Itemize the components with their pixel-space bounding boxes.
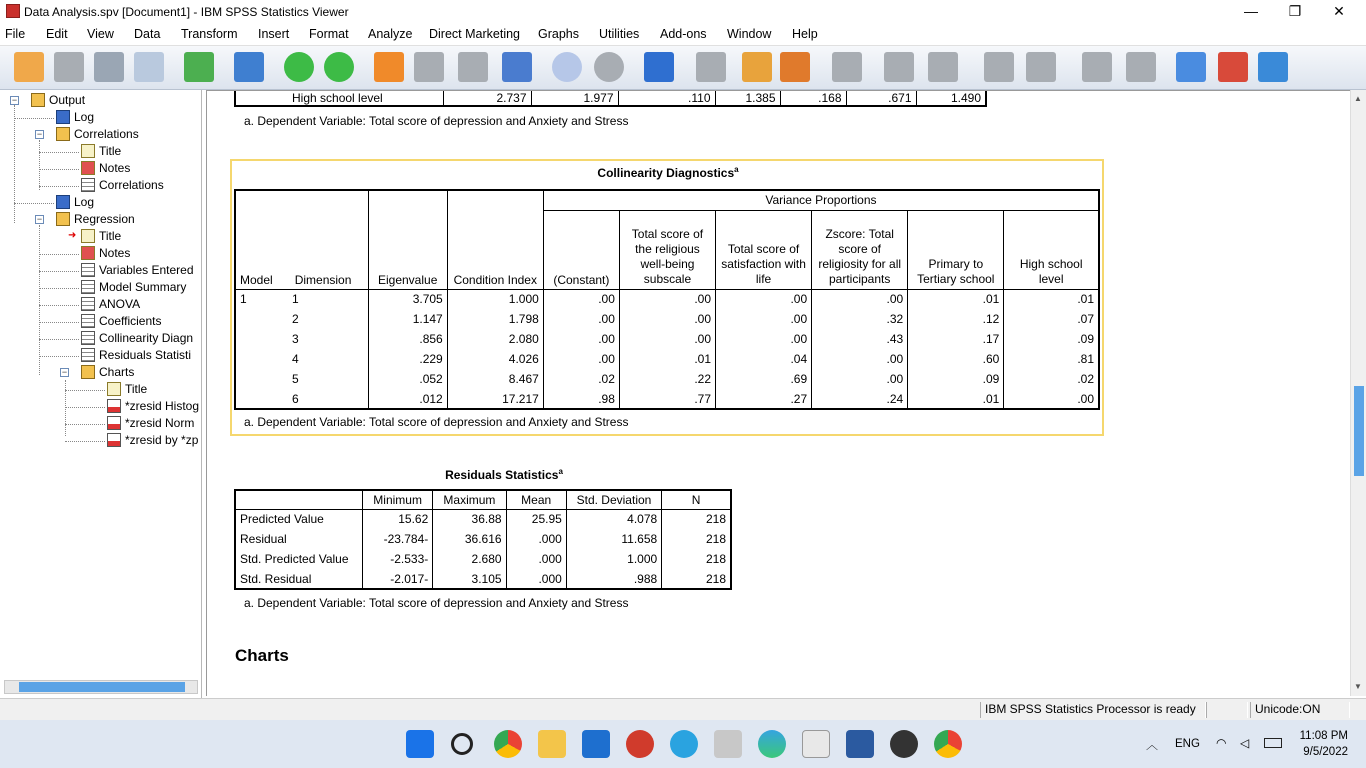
tree-coefficients[interactable]: Coefficients <box>81 313 201 330</box>
table-cell: .01 <box>908 289 1004 309</box>
collinearity-footnote: a. Dependent Variable: Total score of depression and Anxiety and Stress <box>244 415 629 429</box>
table-cell: .12 <box>908 309 1004 329</box>
tree-variables-entered[interactable]: Variables Entered <box>81 262 201 279</box>
menu-file[interactable]: File <box>5 27 26 41</box>
tree-correlations-group[interactable]: Correlations <box>56 126 201 143</box>
table-icon <box>81 314 95 328</box>
table-cell: .60 <box>908 349 1004 369</box>
menu-help[interactable]: Help <box>792 27 818 41</box>
table-cell: .69 <box>716 369 812 389</box>
table-cell: 17.217 <box>447 389 543 409</box>
goto-variable-icon[interactable] <box>458 52 488 82</box>
table-cell: 2.080 <box>447 329 543 349</box>
spss-taskbar-icon[interactable] <box>846 730 874 758</box>
table-cell: .012 <box>368 389 447 409</box>
table-cell: .00 <box>619 309 715 329</box>
collapse-charts[interactable]: − <box>61 367 68 377</box>
table-icon <box>81 178 95 192</box>
search-icon[interactable] <box>451 733 473 755</box>
table-cell: .07 <box>1004 309 1099 329</box>
header-n: N <box>662 490 731 509</box>
wifi-icon[interactable]: ◠ <box>1216 736 1227 750</box>
table-cell: 1.147 <box>368 309 447 329</box>
taskbar <box>0 720 1366 768</box>
telegram-icon[interactable] <box>670 730 698 758</box>
show-all-icon[interactable] <box>832 52 862 82</box>
table-cell: .22 <box>619 369 715 389</box>
book-icon <box>56 212 70 226</box>
notes-icon <box>81 246 95 260</box>
menu-transform[interactable]: Transform <box>181 27 238 41</box>
table-cell: 218 <box>662 529 731 549</box>
table-cell: 4.026 <box>447 349 543 369</box>
residuals-body <box>235 509 731 589</box>
table-icon <box>81 263 95 277</box>
table-cell: -2.017- <box>363 569 433 589</box>
table-cell: 15.62 <box>363 509 433 529</box>
media-player-icon[interactable] <box>890 730 918 758</box>
header-high-school: High school level <box>1004 210 1099 289</box>
export-icon[interactable] <box>184 52 214 82</box>
model-dimension-cell: 5 <box>292 372 299 386</box>
table-cell: .27 <box>716 389 812 409</box>
row-label: Predicted Value <box>240 512 324 527</box>
zoom-icon[interactable] <box>1082 52 1112 82</box>
snipping-tool-icon[interactable] <box>802 730 830 758</box>
table-cell: 2.737 <box>443 90 531 106</box>
tree-scroll-thumb[interactable] <box>19 682 185 692</box>
table-row <box>235 549 731 569</box>
table-cell: .00 <box>716 329 812 349</box>
book-icon <box>31 93 45 107</box>
menu-edit[interactable]: Edit <box>46 27 68 41</box>
arrow-right-icon[interactable] <box>928 52 958 82</box>
tree-log-2[interactable]: Log <box>56 194 201 211</box>
chrome-profile-icon[interactable] <box>934 730 962 758</box>
table-cell: .000 <box>506 569 566 589</box>
collinearity-body <box>235 289 1099 409</box>
header-primary-tertiary: Primary to Tertiary school <box>908 210 1004 289</box>
table-row <box>235 289 1099 309</box>
table-cell: .00 <box>812 369 908 389</box>
table-cell: 25.95 <box>506 509 566 529</box>
table-cell: 1.977 <box>531 90 618 106</box>
app-icon[interactable] <box>714 730 742 758</box>
table-cell: 3.105 <box>433 569 506 589</box>
coefficients-footnote: a. Dependent Variable: Total score of depression and Anxiety and Stress <box>244 114 629 128</box>
title-icon <box>81 144 95 158</box>
file-explorer-icon[interactable] <box>538 730 566 758</box>
table-cell: .988 <box>566 569 661 589</box>
menu-view[interactable]: View <box>87 27 114 41</box>
model-dimension-cell: 6 <box>292 391 299 406</box>
redo-icon[interactable] <box>324 52 354 82</box>
table-cell: .110 <box>618 90 715 106</box>
table-cell: .43 <box>812 329 908 349</box>
table-cell: .81 <box>1004 349 1099 369</box>
residuals-table[interactable] <box>234 489 732 590</box>
table-cell: .02 <box>543 369 619 389</box>
table-cell: .000 <box>506 529 566 549</box>
residuals-footnote: a. Dependent Variable: Total score of depression and Anxiety and Stress <box>244 596 629 610</box>
table-cell: .00 <box>812 289 908 309</box>
tree-normal-plot[interactable]: *zresid Norm <box>107 415 201 432</box>
goto-case-icon[interactable] <box>414 52 444 82</box>
table-cell: 36.616 <box>433 529 506 549</box>
table-row <box>235 309 1099 329</box>
table-cell: .09 <box>908 369 1004 389</box>
tree-collinearity[interactable]: Collinearity Diagn <box>81 330 201 347</box>
table-cell: 36.88 <box>433 509 506 529</box>
table-cell: .98 <box>543 389 619 409</box>
table-cell: .00 <box>1004 389 1099 409</box>
tree-anova[interactable]: ANOVA <box>81 296 201 313</box>
table-cell: .02 <box>1004 369 1099 389</box>
menu-add-ons[interactable]: Add-ons <box>660 27 707 41</box>
table-cell: -23.784- <box>363 529 433 549</box>
table-cell: .09 <box>1004 329 1099 349</box>
model-dimension-cell: 2 <box>292 312 299 326</box>
log-icon <box>56 110 70 124</box>
table-cell: .00 <box>812 349 908 369</box>
table-cell: .01 <box>619 349 715 369</box>
menu-insert[interactable]: Insert <box>258 27 290 41</box>
table-icon <box>81 280 95 294</box>
tree-histogram[interactable]: *zresid Histog <box>107 398 201 415</box>
clock-time: 11:08 PM <box>1299 730 1348 742</box>
windows-start-icon[interactable] <box>406 730 434 758</box>
table-cell: 1.798 <box>447 309 543 329</box>
table-cell: 1.000 <box>447 289 543 309</box>
value-labels-icon[interactable] <box>696 52 726 82</box>
table-row <box>235 329 1099 349</box>
minus-icon[interactable] <box>1026 52 1056 82</box>
processor-status: IBM SPSS Statistics Processor is ready <box>980 702 1206 718</box>
chart-icon <box>107 416 121 430</box>
tree-residuals[interactable]: Residuals Statisti <box>81 347 201 364</box>
notes-icon <box>81 161 95 175</box>
model-dimension-cell: 1 1 <box>240 292 299 307</box>
scroll-down-icon[interactable]: ▼ <box>1354 682 1362 691</box>
tray-chevron-icon[interactable]: ︿ <box>1146 738 1159 752</box>
menu-format[interactable]: Format <box>309 27 349 41</box>
variables-icon[interactable] <box>502 52 532 82</box>
run-script-icon[interactable] <box>780 52 810 82</box>
chart-icon <box>107 433 121 447</box>
table-cell: .00 <box>716 289 812 309</box>
table-cell: .04 <box>716 349 812 369</box>
recall-dialog-icon[interactable] <box>234 52 264 82</box>
row-label: Std. Residual <box>240 571 312 586</box>
plus-icon[interactable] <box>984 52 1014 82</box>
table-cell: .24 <box>812 389 908 409</box>
clock-date: 9/5/2022 <box>1303 746 1348 758</box>
table-cell: .052 <box>368 369 447 389</box>
header-mean: Mean <box>506 490 566 509</box>
table-row <box>235 369 1099 389</box>
title-bar <box>0 0 1366 24</box>
goto-data-icon[interactable] <box>374 52 404 82</box>
tree-regression[interactable]: Regression <box>56 211 201 228</box>
table-cell: .00 <box>543 349 619 369</box>
split-file-icon[interactable] <box>552 52 582 82</box>
save-icon[interactable] <box>54 52 84 82</box>
tree-charts[interactable]: Charts <box>81 364 201 381</box>
row-label: High school level <box>292 90 383 105</box>
tree-reg-title[interactable]: Title <box>81 228 201 245</box>
table-cell: .00 <box>543 289 619 309</box>
title-icon <box>81 229 95 243</box>
tree-title[interactable]: Title <box>81 143 201 160</box>
table-icon <box>81 348 95 362</box>
content-scroll-thumb[interactable] <box>1354 386 1364 476</box>
header-religious-wellbeing: Total score of the religious well-being subscale <box>619 210 715 289</box>
table-row <box>235 349 1099 369</box>
table-cell: 8.467 <box>447 369 543 389</box>
volume-icon[interactable]: ◁ <box>1240 736 1250 750</box>
open-folder-icon[interactable] <box>14 52 44 82</box>
window-title: Data Analysis.spv [Document1] - IBM SPSS Statistics Viewer <box>24 5 349 19</box>
collapse-output[interactable]: − <box>11 95 18 105</box>
close-button[interactable]: ✕ <box>1333 3 1345 19</box>
table-cell: .01 <box>1004 289 1099 309</box>
header-std-deviation: Std. Deviation <box>566 490 661 509</box>
hide-icon[interactable] <box>1126 52 1156 82</box>
header-model-dimension: Model Dimension <box>235 190 368 289</box>
content-vertical-scrollbar[interactable] <box>1350 90 1366 696</box>
chart-icon <box>107 399 121 413</box>
menu-utilities[interactable]: Utilities <box>599 27 640 41</box>
table-cell: 4.078 <box>566 509 661 529</box>
header-minimum: Minimum <box>363 490 433 509</box>
tray-clock[interactable] <box>1300 728 1348 760</box>
table-cell: 1.000 <box>566 549 661 569</box>
tree-correlations-table[interactable]: Correlations <box>81 177 201 194</box>
battery-icon[interactable] <box>1264 738 1282 748</box>
table-row <box>235 509 731 529</box>
table-cell: .671 <box>846 90 916 106</box>
table-row <box>235 569 731 589</box>
scroll-up-icon[interactable]: ▲ <box>1354 94 1362 103</box>
outline-tree <box>0 90 202 698</box>
table-icon <box>81 297 95 311</box>
table-cell: 2.680 <box>433 549 506 569</box>
table-cell: .00 <box>543 309 619 329</box>
header-constant: (Constant) <box>543 210 619 289</box>
table-cell: 218 <box>662 509 731 529</box>
output-content <box>206 90 1350 696</box>
unicode-status: Unicode:ON <box>1250 702 1350 718</box>
table-cell: 11.658 <box>566 529 661 549</box>
table-cell: .229 <box>368 349 447 369</box>
insert-title-icon[interactable] <box>1218 52 1248 82</box>
table-cell: .32 <box>812 309 908 329</box>
current-item-arrow-icon: ➜ <box>68 230 77 241</box>
table-cell: .00 <box>716 309 812 329</box>
table-icon <box>81 331 95 345</box>
tree-log[interactable]: Log <box>56 109 201 126</box>
charts-heading: Charts <box>235 646 289 665</box>
table-cell: .168 <box>780 90 846 106</box>
insert-heading-icon[interactable] <box>1176 52 1206 82</box>
tree-notes[interactable]: Notes <box>81 160 201 177</box>
menu-bar <box>0 24 1366 46</box>
row-label: Residual <box>240 532 287 546</box>
status-blank <box>1206 702 1248 718</box>
language-indicator[interactable]: ENG <box>1175 738 1200 750</box>
collapse-correlations[interactable]: − <box>36 129 43 139</box>
model-dimension-cell: 3 <box>292 332 299 346</box>
residuals-title: Residuals Statistics$^a$ <box>445 467 563 482</box>
table-cell: 3.705 <box>368 289 447 309</box>
table-cell: .01 <box>908 389 1004 409</box>
tree-scatterplot[interactable]: *zresid by *zp <box>107 432 201 449</box>
arrow-left-icon[interactable] <box>884 52 914 82</box>
table-cell: .00 <box>619 289 715 309</box>
menu-graphs[interactable]: Graphs <box>538 27 579 41</box>
title-icon <box>107 382 121 396</box>
tree-output[interactable]: Output <box>31 92 201 109</box>
print-icon[interactable] <box>94 52 124 82</box>
table-cell: 1.490 <box>916 90 986 106</box>
record-icon[interactable] <box>626 730 654 758</box>
tree-reg-notes[interactable]: Notes <box>81 245 201 262</box>
collapse-regression[interactable]: − <box>36 214 43 224</box>
select-cases-icon[interactable] <box>644 52 674 82</box>
insert-text-icon[interactable] <box>1258 52 1288 82</box>
log-icon <box>56 195 70 209</box>
book-icon <box>56 127 70 141</box>
table-cell: .00 <box>543 329 619 349</box>
coefficients-table-tail[interactable] <box>234 90 987 107</box>
print-preview-icon[interactable] <box>134 52 164 82</box>
menu-direct-marketing[interactable]: Direct Marketing <box>429 27 520 41</box>
header-maximum: Maximum <box>433 490 506 509</box>
spss-app-icon <box>6 4 20 18</box>
chrome-icon[interactable] <box>494 730 522 758</box>
tree-horizontal-scrollbar[interactable] <box>4 680 198 694</box>
header-condition-index: Condition Index <box>447 190 543 289</box>
residuals-corner <box>235 490 363 509</box>
header-zscore-religiosity: Zscore: Total score of religiosity for all participants <box>812 210 908 289</box>
menu-data[interactable]: Data <box>134 27 161 41</box>
edge-icon[interactable] <box>758 730 786 758</box>
row-label: Std. Predicted Value <box>240 552 349 566</box>
collinearity-title: Collinearity Diagnostics$^a$ <box>597 165 739 180</box>
toolbar <box>0 46 1366 90</box>
table-row <box>235 529 731 549</box>
table-cell: -2.533- <box>363 549 433 569</box>
collinearity-table[interactable] <box>234 189 1100 410</box>
header-satisfaction: Total score of satisfaction with life <box>716 210 812 289</box>
table-cell: 1.385 <box>715 90 780 106</box>
header-eigenvalue: Eigenvalue <box>368 190 447 289</box>
menu-analyze[interactable]: Analyze <box>368 27 413 41</box>
table-cell: .77 <box>619 389 715 409</box>
table-cell: .000 <box>506 549 566 569</box>
book-icon <box>81 365 95 379</box>
table-cell: .17 <box>908 329 1004 349</box>
tree-charts-title[interactable]: Title <box>107 381 201 398</box>
tree-model-summary[interactable]: Model Summary <box>81 279 201 296</box>
weight-cases-icon[interactable] <box>594 52 624 82</box>
menu-window[interactable]: Window <box>727 27 772 41</box>
minimize-button[interactable]: — <box>1244 3 1258 19</box>
table-row <box>235 389 1099 409</box>
mail-icon[interactable] <box>582 730 610 758</box>
designate-window-icon[interactable] <box>742 52 772 82</box>
table-cell: .00 <box>619 329 715 349</box>
table-cell: 218 <box>662 549 731 569</box>
header-variance-proportions: Variance Proportions <box>543 190 1099 210</box>
undo-icon[interactable] <box>284 52 314 82</box>
table-cell: 218 <box>662 569 731 589</box>
model-dimension-cell: 4 <box>292 352 299 366</box>
maximize-button[interactable]: ❐ <box>1288 3 1302 19</box>
status-bar <box>0 698 1366 720</box>
table-cell: .856 <box>368 329 447 349</box>
